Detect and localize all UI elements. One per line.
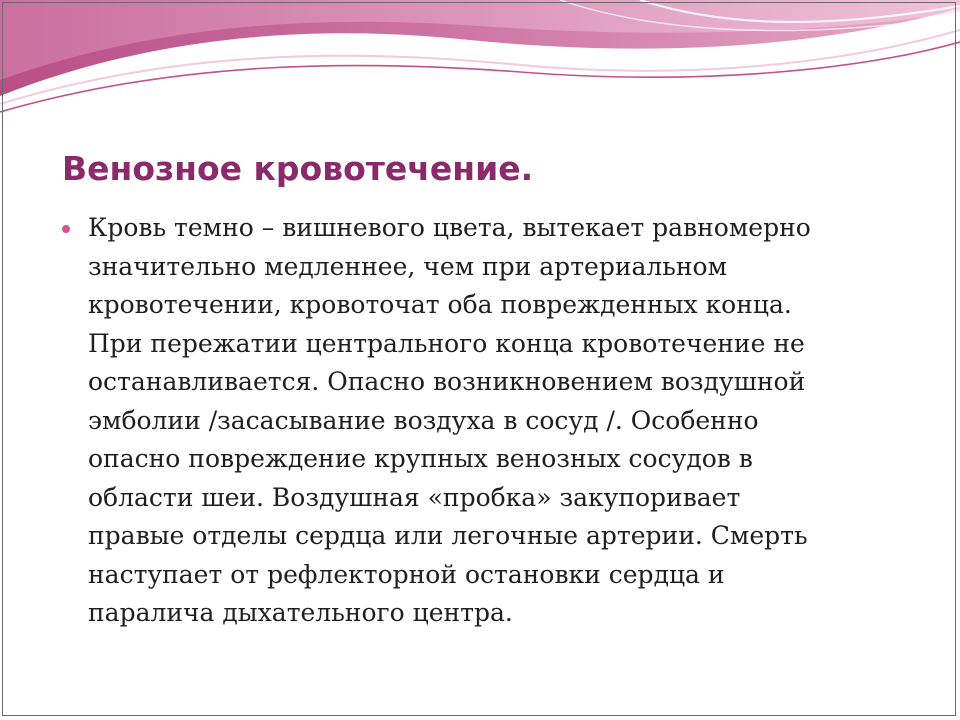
bullet-line: области шеи. Воздушная «пробка» закупоривает [88, 482, 741, 512]
bullet-text [88, 209, 912, 633]
bullet-dot-icon [62, 225, 70, 233]
bullet-line: правые отделы сердца или легочные артерии. Смерть [88, 521, 808, 550]
bullet-line: останавливается. Опасно возникновением воздушной [88, 367, 806, 396]
header-wave-decoration [0, 0, 960, 120]
bullet-line: Кровь темно – вишневого цвета, вытекает равномерно [88, 213, 811, 242]
bullet-line: значительно медленнее, чем при артериальном [88, 251, 728, 281]
slide-content [62, 209, 912, 633]
bullet-line: эмболии /засасывание воздуха в сосуд /. Особенно [88, 405, 759, 435]
bullet-line: При пережатии центрального конца кровотечение не [88, 328, 805, 358]
slide-title: Венозное кровотечение. [62, 149, 534, 188]
bullet-line: опасно повреждение крупных венозных сосудов в [88, 444, 753, 473]
bullet-item [62, 209, 912, 633]
bullet-line: кровотечении, кровоточат оба поврежденных конца. [88, 290, 792, 319]
bullet-line: наступает от рефлекторной остановки сердца и [88, 559, 725, 589]
bullet-line: паралича дыхательного центра. [88, 598, 513, 627]
